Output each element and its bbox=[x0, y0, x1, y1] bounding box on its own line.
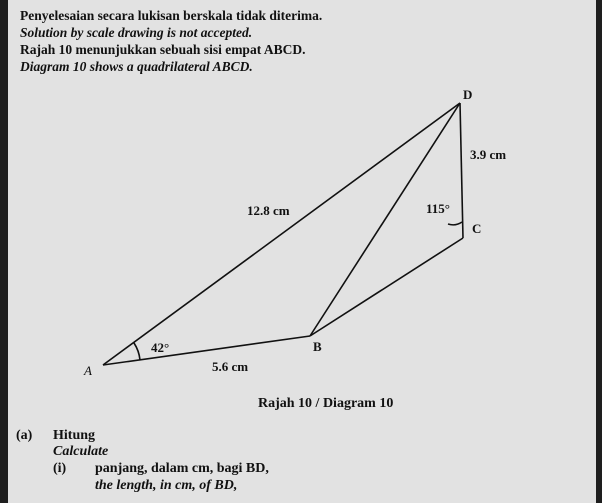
diagram-caption: Rajah 10 / Diagram 10 bbox=[258, 396, 394, 411]
sub-question-ms: panjang, dalam cm, bagi BD, bbox=[95, 461, 269, 476]
label-b: B bbox=[313, 339, 322, 354]
angle-a-label: 42° bbox=[151, 340, 170, 355]
label-a: A bbox=[84, 363, 92, 378]
side-ab bbox=[103, 336, 310, 365]
label-c: C bbox=[472, 221, 482, 236]
angle-c-label: 115° bbox=[426, 201, 450, 216]
verb-ms: Hitung bbox=[53, 428, 96, 443]
diagonal-bd bbox=[310, 103, 460, 336]
side-ad bbox=[103, 103, 460, 365]
sub-question-en: the length, in cm, of BD, bbox=[95, 478, 238, 493]
length-ab: 5.6 cm bbox=[212, 359, 249, 374]
length-cd: 3.9 cm bbox=[470, 147, 507, 162]
side-cd bbox=[460, 103, 463, 238]
intro-line-4: Diagram 10 shows a quadrilateral ABCD. bbox=[20, 59, 253, 74]
intro-line-2: Solution by scale drawing is not accepted. bbox=[20, 25, 253, 40]
length-ad: 12.8 cm bbox=[247, 203, 290, 218]
angle-c-arc bbox=[448, 222, 462, 225]
part-label: (a) bbox=[16, 428, 33, 443]
side-bc bbox=[310, 238, 463, 336]
intro-line-1: Penyelesaian secara lukisan berskala tidak diterima. bbox=[20, 8, 323, 23]
sub-label: (i) bbox=[53, 461, 67, 476]
intro-line-3: Rajah 10 menunjukkan sebuah sisi empat ABCD. bbox=[20, 42, 306, 57]
verb-en: Calculate bbox=[53, 444, 109, 459]
angle-a-arc bbox=[134, 343, 140, 360]
label-d: D bbox=[463, 87, 473, 102]
